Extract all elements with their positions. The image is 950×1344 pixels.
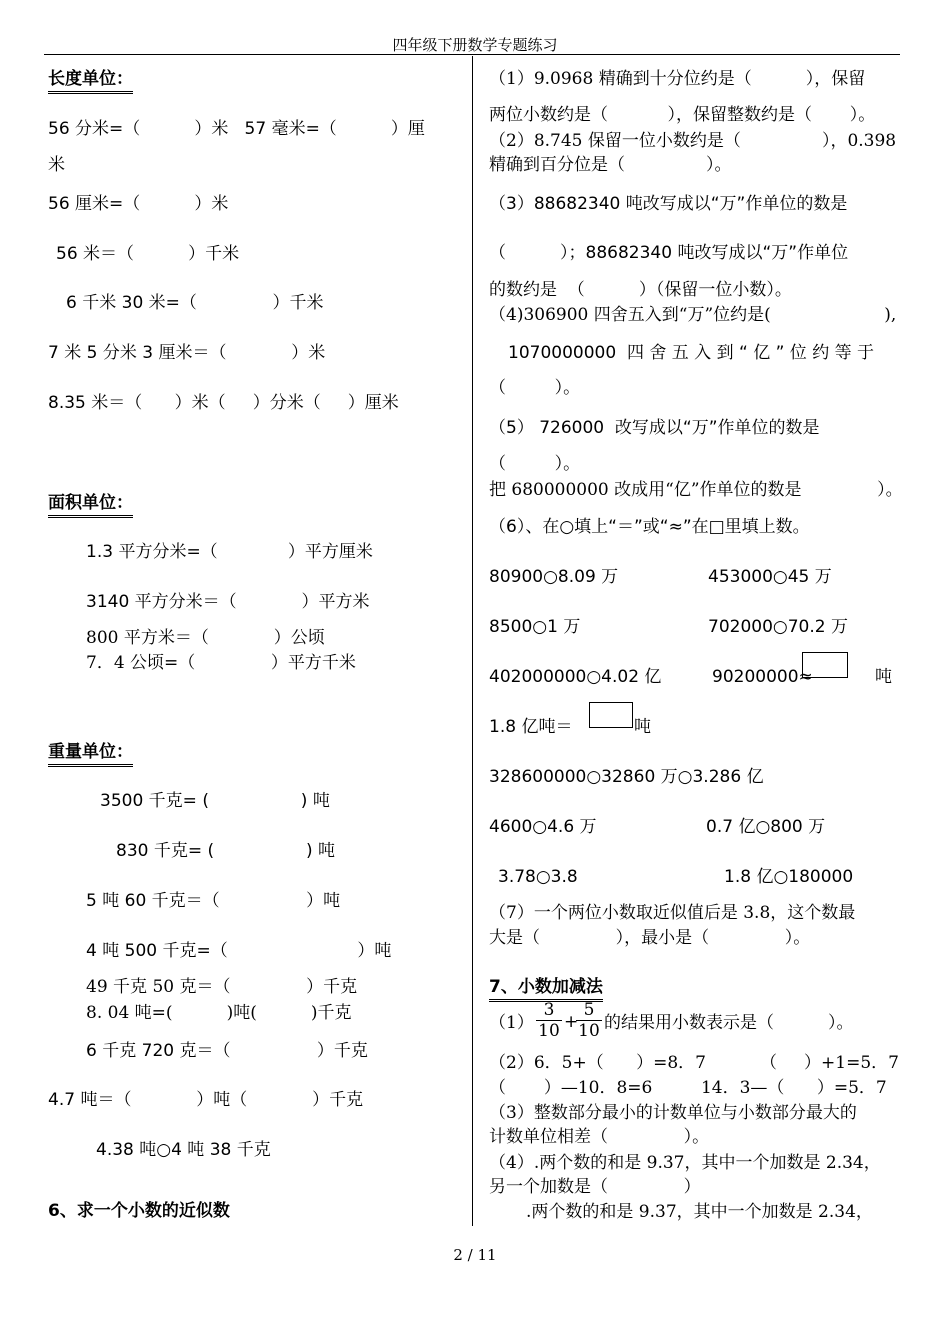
compare-7a: 3.78○3.8: [498, 867, 578, 887]
compare-7b: 1.8 亿○180000: [724, 867, 854, 887]
q3-line-a: （3）88682340 吨改写成以“万”作单位的数是: [489, 194, 848, 214]
add-q4-line-a: （4）.两个数的和是 9.37，其中一个加数是 2.34，: [489, 1153, 881, 1173]
area-line-2: 3140 平方分米＝（ ）平方米: [86, 592, 370, 612]
add-q3-line-b: 计数单位相差（ ）。: [489, 1127, 710, 1147]
weight-line-2: 830 千克= ( ) 吨: [116, 841, 336, 861]
compare-1a: 80900○8.09 万: [489, 567, 619, 587]
weight-line-5: 49 千克 50 克＝（ ）千克: [86, 977, 358, 997]
fraction-5-10: [576, 1000, 602, 1041]
add-q1-prefix: （1）: [489, 1013, 534, 1033]
weight-line-3: 5 吨 60 千克＝（ ）吨: [86, 891, 341, 911]
answer-box-1[interactable]: [802, 652, 848, 678]
area-line-3: 800 平方米＝（ ）公顷: [86, 628, 325, 648]
length-line-1b: 米: [48, 155, 65, 175]
weight-line-1: 3500 千克= ( ) 吨: [100, 791, 330, 811]
q4-line-c: （ ）。: [489, 378, 581, 398]
add-q2-line-b: （ ）—10．8=6 14．3—（ ）=5．7: [489, 1078, 887, 1098]
area-heading: 面积单位：: [48, 492, 133, 518]
compare-3c: 吨: [875, 667, 892, 687]
weight-heading: 重量单位：: [48, 741, 133, 767]
q1-line-a: （1）9.0968 精确到十分位约是（ ），保留: [489, 69, 866, 89]
q5-line-b: （ ）。: [489, 454, 581, 474]
length-line-6: 8.35 米＝（ ）米（ ）分米（ ）厘米: [48, 393, 399, 413]
answer-box-2[interactable]: [589, 702, 633, 728]
compare-5: 328600000○32860 万○3.286 亿: [489, 767, 764, 787]
q7-line-a: （7）一个两位小数取近似值后是 3.8，这个数最: [489, 903, 856, 923]
weight-line-9: 4.38 吨○4 吨 38 千克: [96, 1140, 271, 1160]
q3-line-b: （ ）；88682340 吨改写成以“万”作单位: [489, 243, 849, 263]
page-header: 四年级下册数学专题练习: [392, 36, 558, 54]
compare-2b: 702000○70.2 万: [708, 617, 848, 637]
weight-line-4: 4 吨 500 千克=（ ）吨: [86, 941, 392, 961]
weight-line-8: 4.7 吨＝（ ）吨（ ）千克: [48, 1090, 364, 1110]
length-line-5: 7 米 5 分米 3 厘米＝（ ）米: [48, 343, 326, 363]
add-q1-suffix: 的结果用小数表示是（ ）。: [604, 1013, 854, 1033]
q4-line-a: （4)306900 四舍五入到“万”位约是( ),: [489, 305, 897, 325]
compare-6b: 0.7 亿○800 万: [706, 817, 826, 837]
compare-4b: 吨: [634, 717, 651, 737]
q2-line-b: 精确到百分位是（ ）。: [489, 155, 732, 175]
fraction-3-10: [536, 1000, 562, 1041]
fraction-2-denominator: 10: [578, 1021, 600, 1041]
q7-line-b: 大是（ ），最小是（ ）。: [489, 928, 811, 948]
section-6-heading: 6、求一个小数的近似数: [48, 1201, 230, 1221]
add-q2-line-a: （2）6．5+（ ）=8．7 （ ）+1=5．7: [489, 1053, 899, 1073]
q1-line-b: 两位小数约是（ ），保留整数约是（ ）。: [489, 105, 876, 125]
area-line-1: 1.3 平方分米=（ ）平方厘米: [86, 542, 373, 562]
compare-1b: 453000○45 万: [708, 567, 832, 587]
add-q4-line-b: 另一个加数是（ ）: [489, 1177, 701, 1197]
section-7-heading: 7、小数加减法: [489, 976, 603, 1002]
fraction-1-numerator: 3: [536, 1000, 562, 1021]
plus-sign: +: [564, 1012, 579, 1032]
q3-line-c: 的数约是 （ ）（保留一位小数）。: [489, 280, 792, 300]
compare-4a: 1.8 亿吨＝: [489, 717, 573, 737]
compare-3b: 90200000≈: [712, 667, 813, 687]
compare-6a: 4600○4.6 万: [489, 817, 597, 837]
q4-line-b: 1070000000 四 舍 五 入 到 “ 亿 ” 位 约 等 于: [508, 343, 875, 363]
compare-2a: 8500○1 万: [489, 617, 581, 637]
q5-line-c: 把 680000000 改成用“亿”作单位的数是 ）。: [489, 480, 903, 500]
length-line-2: 56 厘米=（ ）米: [48, 194, 229, 214]
length-line-4: 6 千米 30 米=（ ）千米: [66, 293, 324, 313]
fraction-2-numerator: 5: [576, 1000, 602, 1021]
fraction-1-denominator: 10: [538, 1021, 560, 1041]
weight-line-6: 8. 04 吨=( )吨( )千克: [86, 1003, 352, 1023]
q2-line-a: （2）8.745 保留一位小数约是（ ），0.398: [489, 131, 897, 151]
add-q3-line-a: （3）整数部分最小的计数单位与小数部分最大的: [489, 1103, 857, 1123]
length-line-1: 56 分米=（ ）米 57 毫米=（ ）厘: [48, 119, 425, 139]
compare-3a: 402000000○4.02 亿: [489, 667, 662, 687]
area-line-4: 7．4 公顷=（ ）平方千米: [86, 653, 356, 673]
column-divider: [472, 56, 473, 1226]
header-rule: [44, 54, 900, 55]
add-q4-line-c: .两个数的和是 9.37，其中一个加数是 2.34，: [526, 1202, 873, 1222]
page-number: 2 / 11: [453, 1246, 497, 1264]
length-heading: 长度单位：: [48, 68, 133, 94]
q6-instruction: （6）、在○填上“＝”或“≈”在□里填上数。: [489, 517, 810, 537]
weight-line-7: 6 千克 720 克＝（ ）千克: [86, 1041, 368, 1061]
length-line-3: 56 米＝（ ）千米: [56, 244, 240, 264]
q5-line-a: （5） 726000 改写成以“万”作单位的数是: [489, 418, 820, 438]
